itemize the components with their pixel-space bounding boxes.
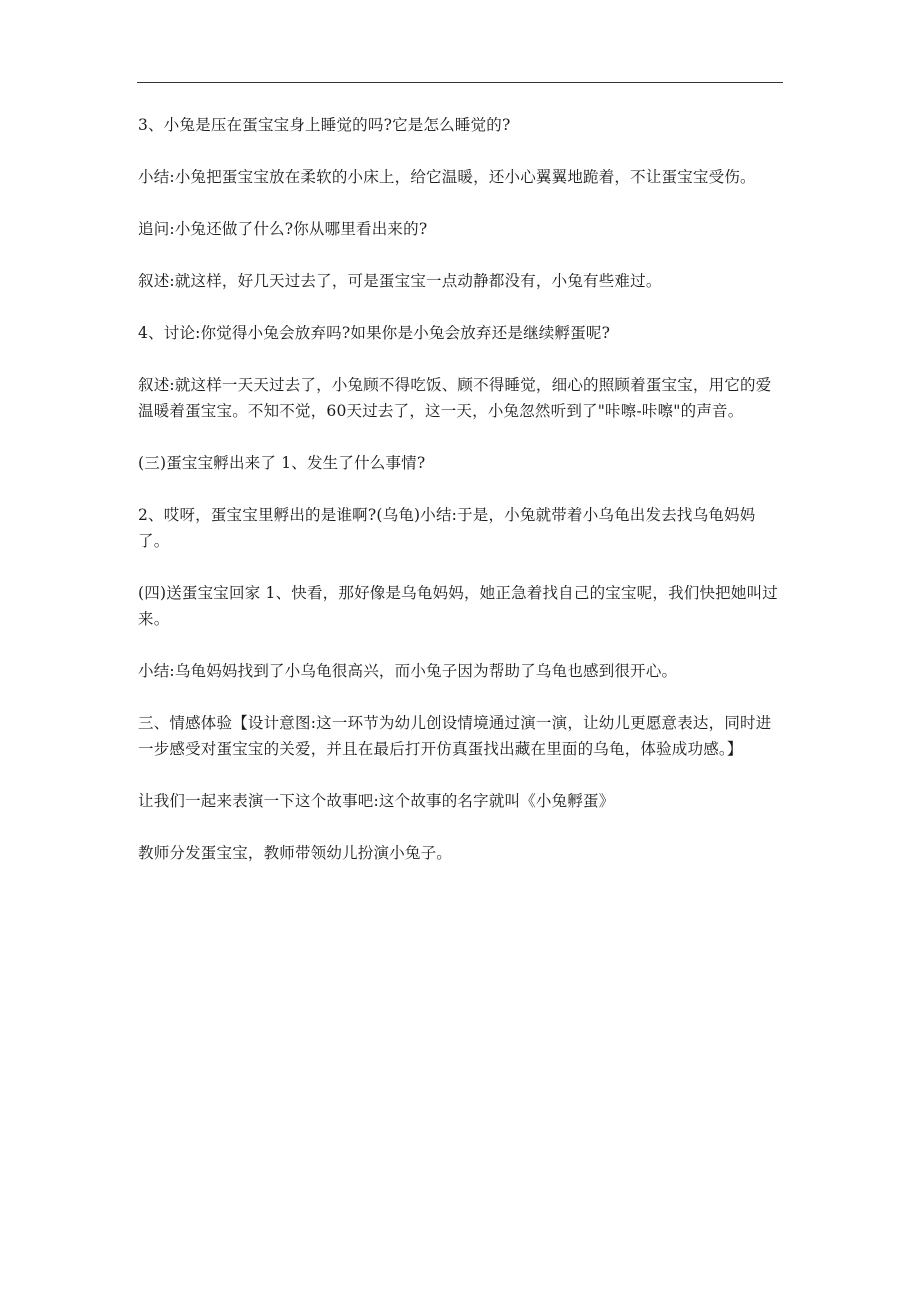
paragraph-performance: 让我们一起来表演一下这个故事吧:这个故事的名字就叫《小兔孵蛋》	[138, 792, 615, 810]
paragraph-section-4: (四)送蛋宝宝回家 1、快看，那好像是乌龟妈妈，她正急着找自己的宝宝呢，我们快把她叫过来。	[138, 584, 778, 628]
document-body	[138, 112, 786, 892]
paragraph-discussion-4: 4、讨论:你觉得小兔会放弃吗?如果你是小兔会放弃还是继续孵蛋呢?	[138, 324, 611, 342]
paragraph-summary-happy: 小结:乌龟妈妈找到了小乌龟很高兴，而小兔子因为帮助了乌龟也感到很开心。	[138, 662, 678, 680]
paragraph-question-3: 3、小兔是压在蛋宝宝身上睡觉的吗?它是怎么睡觉的?	[138, 116, 511, 134]
paragraph-narration-days: 叙述:就这样，好几天过去了，可是蛋宝宝一点动静都没有，小兔有些难过。	[138, 272, 662, 290]
paragraph-narration-60-days: 叙述:就这样一天天过去了，小兔顾不得吃饭、顾不得睡觉，细心的照顾着蛋宝宝，用它的爱温暖着蛋宝宝。不知不觉，60天过去了，这一天，小兔忽然听到了"咔嚓-咔嚓"的声音。	[138, 376, 772, 420]
paragraph-summary-sleep: 小结:小兔把蛋宝宝放在柔软的小床上，给它温暖，还小心翼翼地跪着，不让蛋宝宝受伤。	[138, 168, 756, 186]
paragraph-teacher-instructions: 教师分发蛋宝宝，教师带领幼儿扮演小兔子。	[138, 844, 453, 862]
paragraph-question-2-turtle: 2、哎呀，蛋宝宝里孵出的是谁啊?(乌龟)小结:于是，小兔就带着小乌龟出发去找乌龟妈妈了。	[138, 506, 756, 550]
paragraph-section-3: (三)蛋宝宝孵出来了 1、发生了什么事情?	[138, 454, 426, 472]
header-rule	[137, 82, 783, 83]
paragraph-emotional-experience: 三、情感体验【设计意图:这一环节为幼儿创设情境通过演一演，让幼儿更愿意表达，同时进一步感受对蛋宝宝的关爱，并且在最后打开仿真蛋找出藏在里面的乌龟，体验成功感。】	[138, 714, 772, 758]
paragraph-follow-up: 追问:小兔还做了什么?你从哪里看出来的?	[138, 220, 428, 238]
